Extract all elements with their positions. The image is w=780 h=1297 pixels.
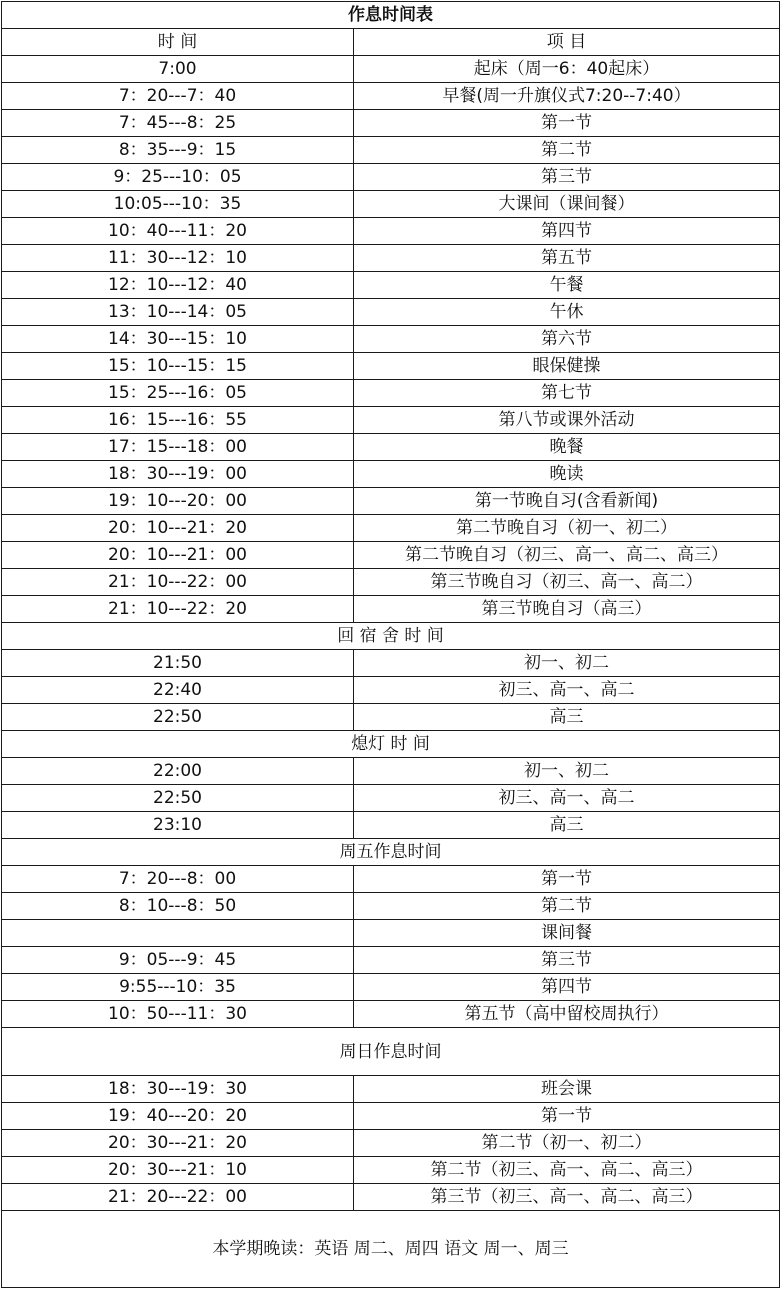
item-cell: 高三 xyxy=(354,704,780,731)
header-item: 项 目 xyxy=(354,29,780,56)
table-row xyxy=(2,650,780,677)
table-row xyxy=(2,1184,780,1211)
item-cell: 第二节（初一、初二） xyxy=(354,1130,780,1157)
item-cell: 高三 xyxy=(354,812,780,839)
table-row xyxy=(2,569,780,596)
section-header-row xyxy=(2,1028,780,1076)
table-row xyxy=(2,110,780,137)
time-cell: 8：10---8：50 xyxy=(2,893,354,920)
table-row xyxy=(2,758,780,785)
item-cell: 课间餐 xyxy=(354,920,780,947)
table-row xyxy=(2,515,780,542)
item-cell: 眼保健操 xyxy=(354,353,780,380)
time-cell: 10：50---11：30 xyxy=(2,1001,354,1028)
item-cell: 初一、初二 xyxy=(354,650,780,677)
table-row xyxy=(2,596,780,623)
time-cell: 9：05---9：45 xyxy=(2,947,354,974)
item-cell: 第三节晚自习（初三、高一、高二） xyxy=(354,569,780,596)
time-cell: 7:00 xyxy=(2,56,354,83)
table-row xyxy=(2,83,780,110)
time-cell: 7：20---7：40 xyxy=(2,83,354,110)
item-cell: 第三节 xyxy=(354,164,780,191)
table-row xyxy=(2,56,780,83)
table-row xyxy=(2,1157,780,1184)
time-cell: 23:10 xyxy=(2,812,354,839)
table-row xyxy=(2,947,780,974)
table-row xyxy=(2,704,780,731)
time-cell: 7：45---8：25 xyxy=(2,110,354,137)
table-row xyxy=(2,920,780,947)
table-row xyxy=(2,488,780,515)
table-title: 作息时间表 xyxy=(2,2,780,29)
time-cell: 13：10---14：05 xyxy=(2,299,354,326)
time-cell: 21：10---22：20 xyxy=(2,596,354,623)
time-cell: 10：40---11：20 xyxy=(2,218,354,245)
table-row xyxy=(2,245,780,272)
table-row xyxy=(2,164,780,191)
item-cell: 晚读 xyxy=(354,461,780,488)
time-cell xyxy=(2,920,354,947)
item-cell: 第二节（初三、高一、高二、高三） xyxy=(354,1157,780,1184)
time-cell: 8：35---9：15 xyxy=(2,137,354,164)
item-cell: 第一节 xyxy=(354,1103,780,1130)
table-row xyxy=(2,1130,780,1157)
time-cell: 14：30---15：10 xyxy=(2,326,354,353)
time-cell: 21:50 xyxy=(2,650,354,677)
item-cell: 初三、高一、高二 xyxy=(354,677,780,704)
table-row xyxy=(2,866,780,893)
table-row xyxy=(2,218,780,245)
item-cell: 第一节 xyxy=(354,866,780,893)
footer-note: 本学期晚读：英语 周二、周四 语文 周一、周三 xyxy=(2,1211,780,1288)
item-cell: 第二节 xyxy=(354,893,780,920)
table-row xyxy=(2,461,780,488)
time-cell: 20：10---21：00 xyxy=(2,542,354,569)
item-cell: 第一节 xyxy=(354,110,780,137)
title-row xyxy=(2,2,780,29)
item-cell: 班会课 xyxy=(354,1076,780,1103)
item-cell: 第四节 xyxy=(354,218,780,245)
time-cell: 21：10---22：00 xyxy=(2,569,354,596)
table-row xyxy=(2,677,780,704)
table-row xyxy=(2,434,780,461)
time-cell: 19：10---20：00 xyxy=(2,488,354,515)
section-title: 回 宿 舍 时 间 xyxy=(2,623,780,650)
time-cell: 20：30---21：10 xyxy=(2,1157,354,1184)
table-row xyxy=(2,1001,780,1028)
section-header-row xyxy=(2,623,780,650)
schedule-table xyxy=(1,1,780,1288)
table-row xyxy=(2,893,780,920)
item-cell: 第三节晚自习（高三） xyxy=(354,596,780,623)
time-cell: 9：25---10：05 xyxy=(2,164,354,191)
item-cell: 第三节（初三、高一、高二、高三） xyxy=(354,1184,780,1211)
time-cell: 21：20---22：00 xyxy=(2,1184,354,1211)
table-row xyxy=(2,299,780,326)
item-cell: 早餐(周一升旗仪式7:20--7:40） xyxy=(354,83,780,110)
time-cell: 17：15---18：00 xyxy=(2,434,354,461)
item-cell: 第五节（高中留校周执行） xyxy=(354,1001,780,1028)
section-header-row xyxy=(2,839,780,866)
table-row xyxy=(2,380,780,407)
item-cell: 第三节 xyxy=(354,947,780,974)
item-cell: 第二节晚自习（初三、高一、高二、高三） xyxy=(354,542,780,569)
item-cell: 第二节 xyxy=(354,137,780,164)
time-cell: 22:40 xyxy=(2,677,354,704)
time-cell: 11：30---12：10 xyxy=(2,245,354,272)
table-row xyxy=(2,326,780,353)
item-cell: 第一节晚自习(含看新闻) xyxy=(354,488,780,515)
table-row xyxy=(2,353,780,380)
item-cell: 大课间（课间餐） xyxy=(354,191,780,218)
section-title: 周日作息时间 xyxy=(2,1028,780,1076)
table-row xyxy=(2,812,780,839)
time-cell: 15：25---16：05 xyxy=(2,380,354,407)
table-row xyxy=(2,191,780,218)
item-cell: 午休 xyxy=(354,299,780,326)
item-cell: 第七节 xyxy=(354,380,780,407)
time-cell: 7：20---8：00 xyxy=(2,866,354,893)
time-cell: 20：30---21：20 xyxy=(2,1130,354,1157)
header-row xyxy=(2,29,780,56)
table-row xyxy=(2,137,780,164)
item-cell: 第五节 xyxy=(354,245,780,272)
time-cell: 16：15---16：55 xyxy=(2,407,354,434)
item-cell: 初三、高一、高二 xyxy=(354,785,780,812)
time-cell: 22:00 xyxy=(2,758,354,785)
table-row xyxy=(2,272,780,299)
item-cell: 起床（周一6：40起床） xyxy=(354,56,780,83)
table-row xyxy=(2,974,780,1001)
time-cell: 22:50 xyxy=(2,704,354,731)
table-row xyxy=(2,1076,780,1103)
table-row xyxy=(2,542,780,569)
time-cell: 9:55---10：35 xyxy=(2,974,354,1001)
table-row xyxy=(2,785,780,812)
time-cell: 19：40---20：20 xyxy=(2,1103,354,1130)
footer-row xyxy=(2,1211,780,1288)
item-cell: 初一、初二 xyxy=(354,758,780,785)
table-row xyxy=(2,1103,780,1130)
time-cell: 18：30---19：00 xyxy=(2,461,354,488)
section-title: 熄灯 时 间 xyxy=(2,731,780,758)
table-row xyxy=(2,407,780,434)
time-cell: 12：10---12：40 xyxy=(2,272,354,299)
item-cell: 晚餐 xyxy=(354,434,780,461)
item-cell: 第二节晚自习（初一、初二） xyxy=(354,515,780,542)
time-cell: 15：10---15：15 xyxy=(2,353,354,380)
item-cell: 第四节 xyxy=(354,974,780,1001)
item-cell: 第六节 xyxy=(354,326,780,353)
section-title: 周五作息时间 xyxy=(2,839,780,866)
time-cell: 22:50 xyxy=(2,785,354,812)
header-time: 时 间 xyxy=(2,29,354,56)
section-header-row xyxy=(2,731,780,758)
time-cell: 10:05---10：35 xyxy=(2,191,354,218)
item-cell: 午餐 xyxy=(354,272,780,299)
time-cell: 20：10---21：20 xyxy=(2,515,354,542)
time-cell: 18：30---19：30 xyxy=(2,1076,354,1103)
item-cell: 第八节或课外活动 xyxy=(354,407,780,434)
